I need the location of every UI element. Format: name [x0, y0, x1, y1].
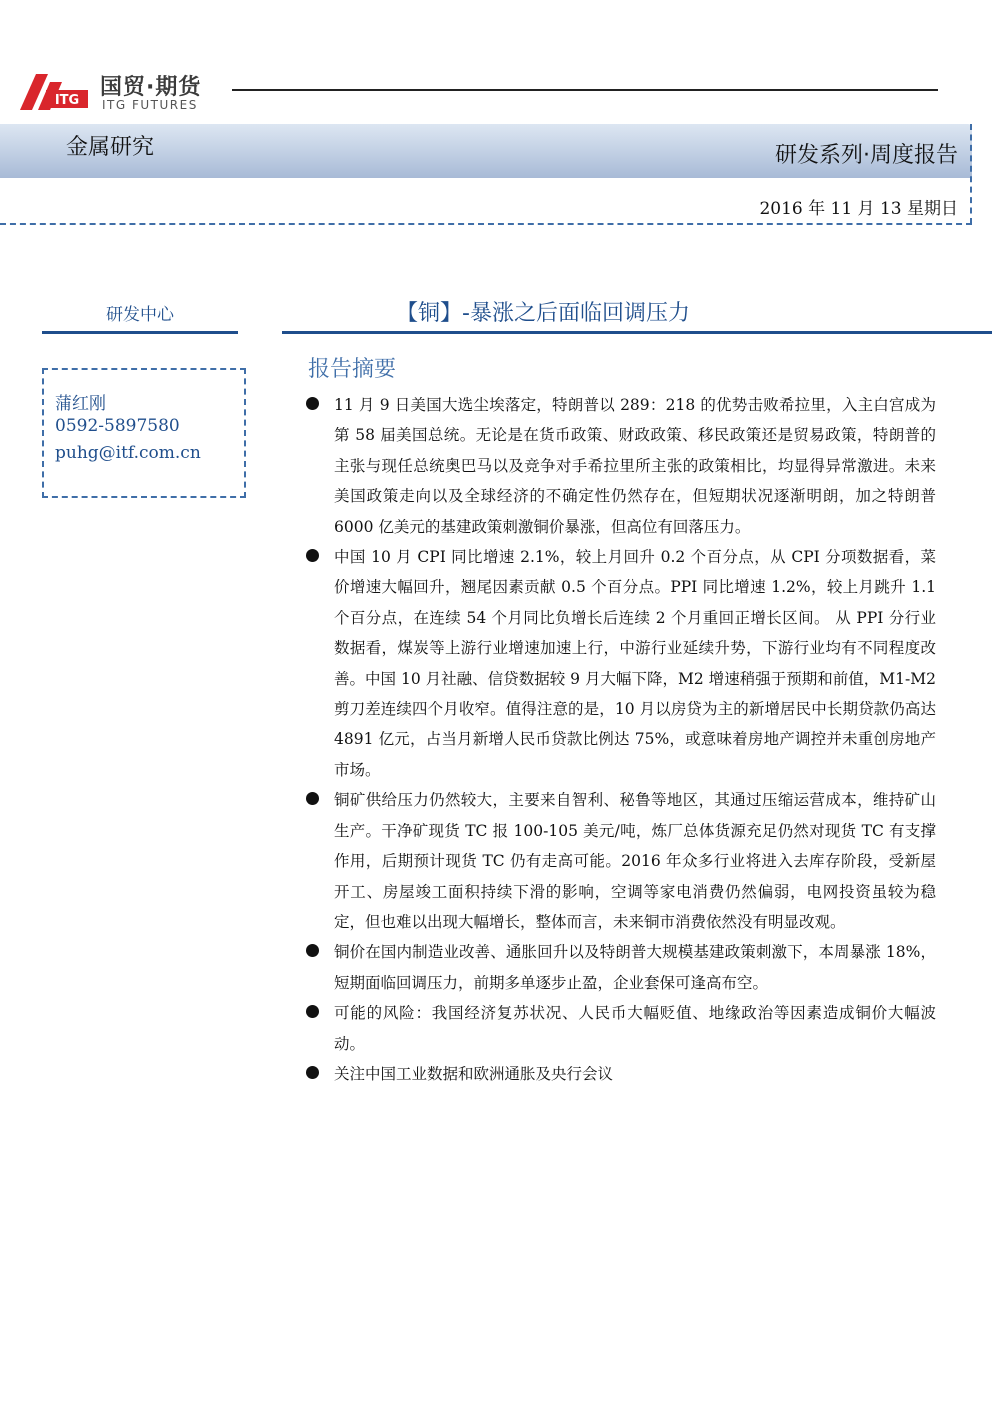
summary-item [306, 998, 936, 1059]
summary-text: 铜价在国内制造业改善、通胀回升以及特朗普大规模基建政策刺激下，本周暴涨 18%，短期面临回调压力，前期多单逐步止盈，企业套保可逢高布空。 [334, 943, 936, 992]
bullet-icon [306, 1066, 319, 1079]
bullet-icon [306, 397, 319, 410]
summary-item [306, 937, 936, 998]
report-series-label: 研发系列·周度报告 [775, 143, 958, 168]
summary-item [306, 542, 936, 785]
summary-item [306, 390, 936, 542]
analyst-name: 蒲红刚 [55, 394, 106, 414]
title-rule [282, 331, 992, 334]
summary-text: 中国 10 月 CPI 同比增速 2.1%，较上月回升 0.2 个百分点，从 CPI 分项数据看，菜价增速大幅回升，翘尾因素贡献 0.5 个百分点。PPI 同比增速 1.2%，较上月跳升 1.1 个百分点，在连续 54 个月同比负增长后连续 2 个月重回正增长区间。 从 PPI 分行业数据看，煤炭等上游行业增速加速上行，中游行业延续升势，下游行业均有不同程度改善。中国 10 月社融、信贷数据较 9 月大幅下降，M2 增速稍强于预期和前值，M1-M2 剪刀差连续四个月收窄。值得注意的是，10 月以房贷为主的新增居民中长期贷款仍高达 4891 亿元，占当月新增人民币贷款比例达 75%，或意味着房地产调控并未重创房地产市场。 [334, 548, 936, 779]
logo-letters: ITG [54, 93, 80, 108]
brand-name-cn: 国贸·期货 [100, 75, 202, 100]
report-date: 2016 年 11 月 13 星期日 [759, 199, 958, 219]
analyst-email[interactable]: puhg@itf.com.cn [55, 443, 201, 463]
bullet-icon [306, 792, 319, 805]
band-dashed-edge [970, 124, 972, 224]
sidebar-rule [42, 331, 238, 334]
report-title: 【铜】-暴涨之后面临回调压力 [396, 301, 690, 326]
bullet-icon [306, 1005, 319, 1018]
summary-text: 铜矿供给压力仍然较大，主要来自智利、秘鲁等地区，其通过压缩运营成本，维持矿山生产。干净矿现货 TC 报 100-105 美元/吨，炼厂总体货源充足仍然对现货 TC 有支撑作用，后期预计现货 TC 仍有走高可能。2016 年众多行业将进入去库存阶段，受新屋开工、房屋竣工面积持续下滑的影响，空调等家电消费仍然偏弱，电网投资虽较为稳定，但也难以出现大幅增长，整体而言，未来铜市消费依然没有明显改观。 [334, 791, 936, 931]
research-center-label: 研发中心 [106, 305, 174, 325]
summary-text: 可能的风险：我国经济复苏状况、人民币大幅贬值、地缘政治等因素造成铜价大幅波动。 [334, 1004, 936, 1053]
summary-text: 11 月 9 日美国大选尘埃落定，特朗普以 289：218 的优势击败希拉里，入主白宫成为第 58 届美国总统。无论是在货币政策、财政政策、移民政策还是贸易政策，特朗普的主张与现任总统奥巴马以及竞争对手希拉里所主张的政策相比，均显得异常激进。未来美国政策走向以及全球经济的不确定性仍然存在，但短期状况逐渐明朗，加之特朗普 6000 亿美元的基建政策刺激铜价暴涨，但高位有回落压力。 [334, 396, 936, 536]
analyst-phone: 0592-5897580 [55, 416, 180, 436]
summary-item [306, 1059, 936, 1089]
summary-item [306, 785, 936, 937]
summary-text: 关注中国工业数据和欧洲通胀及央行会议 [334, 1064, 614, 1083]
itg-logo [18, 72, 90, 112]
bullet-icon [306, 549, 319, 562]
section-label: 金属研究 [66, 135, 155, 160]
summary-list [306, 390, 936, 1089]
dashed-divider [0, 223, 972, 225]
summary-heading: 报告摘要 [308, 357, 397, 382]
brand-name-en: ITG FUTURES [102, 98, 198, 112]
itg-logo-mark-icon [18, 72, 90, 112]
bullet-icon [306, 944, 319, 957]
header-divider [232, 89, 938, 91]
